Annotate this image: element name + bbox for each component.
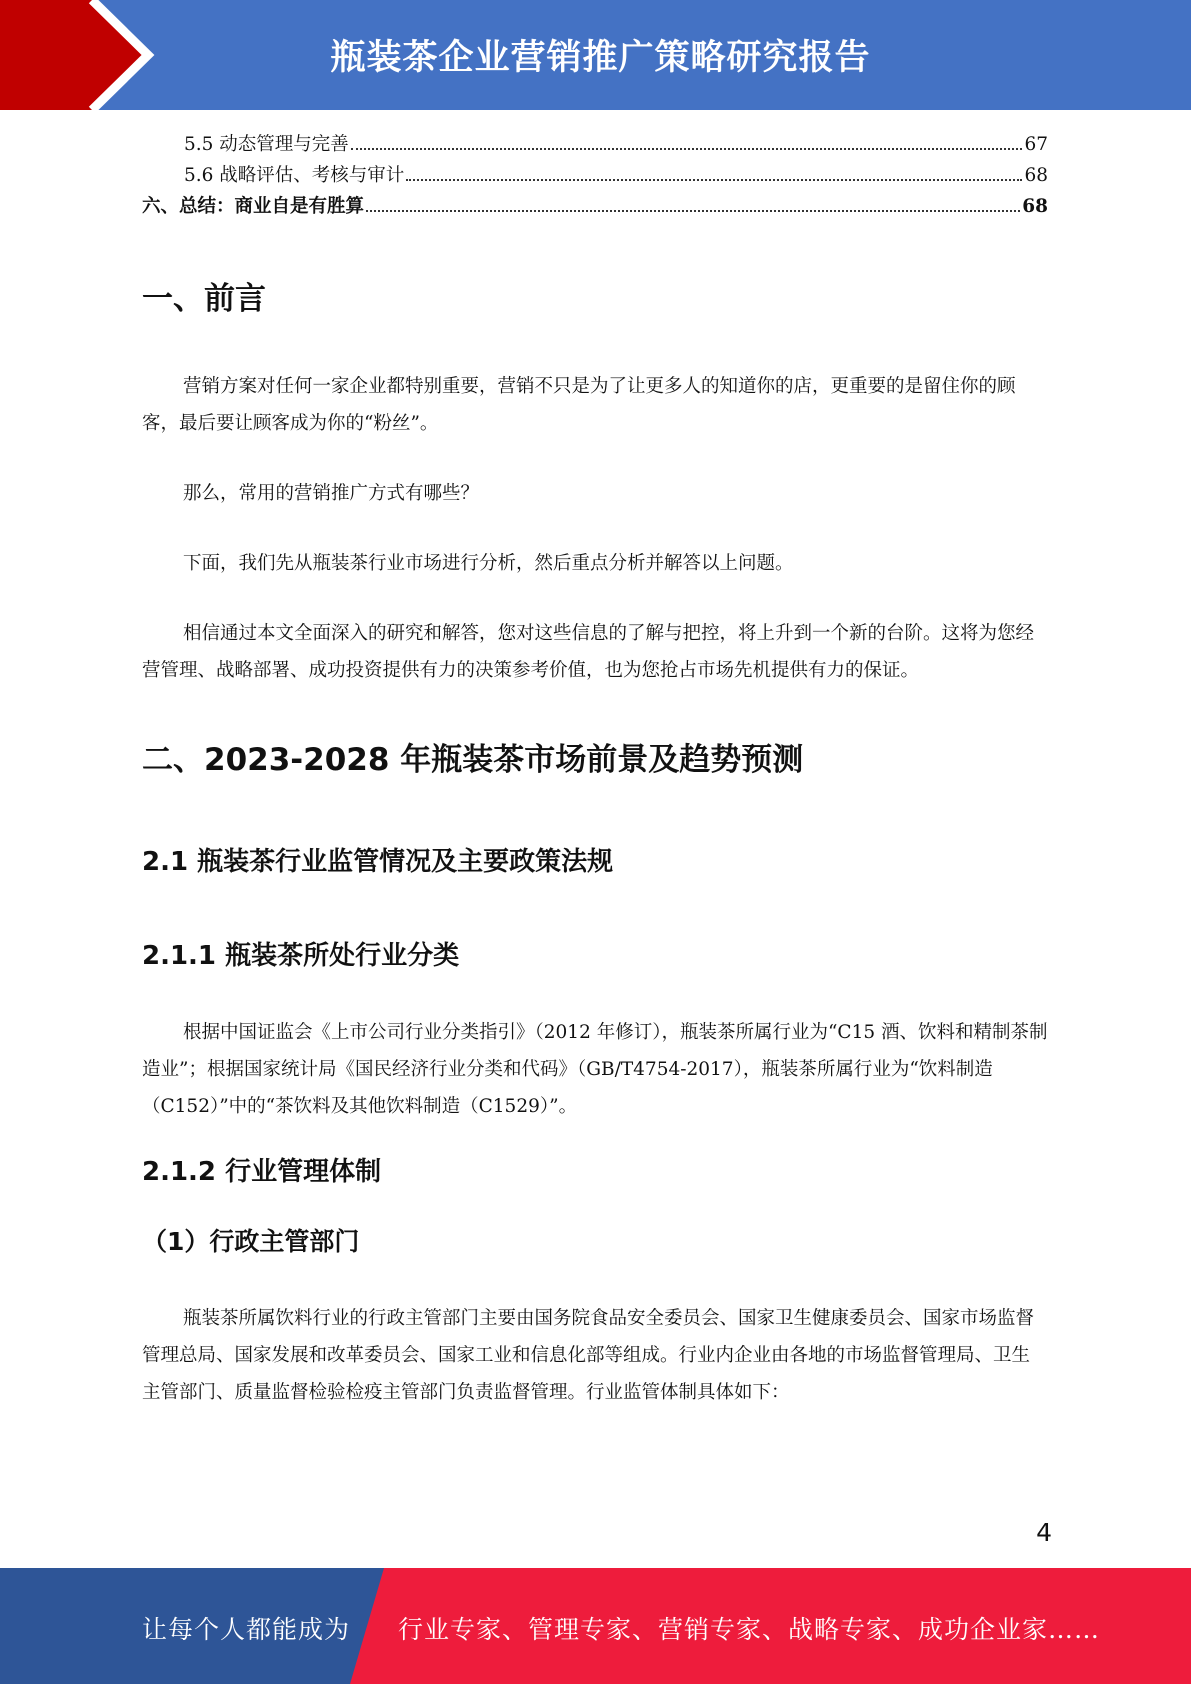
footer-slogan-left: 让每个人都能成为 [142,1615,351,1644]
toc-entry-page: 68 [1022,196,1048,217]
preface-paragraph: 那么，常用的营销推广方式有哪些？ [183,483,480,504]
toc-leader-dots [406,179,1022,181]
toc-entry-page: 68 [1024,165,1048,186]
toc-entry-title: 六、总结：商业自是有胜算 [142,196,365,217]
industry-classification-paragraph: 根据中国证监会《上市公司行业分类指引》（2012 年修订），瓶装茶所属行业为“C15 酒、饮料和精制茶制造业”；根据国家统计局《国民经济行业分类和代码》（GB/T4754-2017），瓶装茶所属行业为“饮料制造（C152）”中的“茶饮料及其他饮料制造（C1529）”。 [142,1022,1048,1117]
table-of-contents [142,130,1048,223]
toc-leader-dots [351,148,1023,150]
page-number: 4 [1036,1518,1052,1547]
preface-paragraph: 营销方案对任何一家企业都特别重要，营销不只是为了让更多人的知道你的店，更重要的是留住你的顾客，最后要让顾客成为你的“粉丝”。 [142,376,1016,434]
toc-entry-title: 5.5 动态管理与完善 [184,134,349,155]
toc-entry[interactable] [142,192,1048,223]
section-heading-2-1: 2.1 瓶装茶行业监管情况及主要政策法规 [142,847,614,877]
admin-department-paragraph: 瓶装茶所属饮料行业的行政主管部门主要由国务院食品安全委员会、国家卫生健康委员会、国家市场监督管理总局、国家发展和改革委员会、国家工业和信息化部等组成。行业内企业由各地的市场监督管理局、卫生主管部门、质量监督检验检疫主管部门负责监督管理。行业监管体制具体如下： [142,1308,1035,1403]
toc-leader-dots [366,210,1020,212]
section-heading-2-1-1: 2.1.1 瓶装茶所处行业分类 [142,941,460,971]
section-heading-2-1-2: 2.1.2 行业管理体制 [142,1157,382,1187]
page-header [0,0,1191,110]
toc-entry[interactable] [142,130,1048,161]
toc-entry-page: 67 [1024,134,1048,155]
toc-entry[interactable] [142,161,1048,192]
footer-slogan-right: 行业专家、管理专家、营销专家、战略专家、成功企业家…… [398,1615,1101,1644]
preface-paragraph: 相信通过本文全面深入的研究和解答，您对这些信息的了解与把控，将上升到一个新的台阶。这将为您经营管理、战略部署、成功投资提供有力的决策参考价值，也为您抢占市场先机提供有力的保证。 [142,623,1035,681]
document-body [142,130,1048,1411]
subsection-heading-admin: （1）行政主管部门 [142,1227,360,1256]
section-heading-outlook: 二、2023-2028 年瓶装茶市场前景及趋势预测 [142,742,804,778]
section-heading-preface: 一、前言 [142,281,266,317]
toc-entry-title: 5.6 战略评估、考核与审计 [184,165,405,186]
page-footer [0,1568,1191,1684]
preface-paragraph: 下面，我们先从瓶装茶行业市场进行分析，然后重点分析并解答以上问题。 [183,553,794,574]
report-title: 瓶装茶企业营销推广策略研究报告 [330,38,871,78]
